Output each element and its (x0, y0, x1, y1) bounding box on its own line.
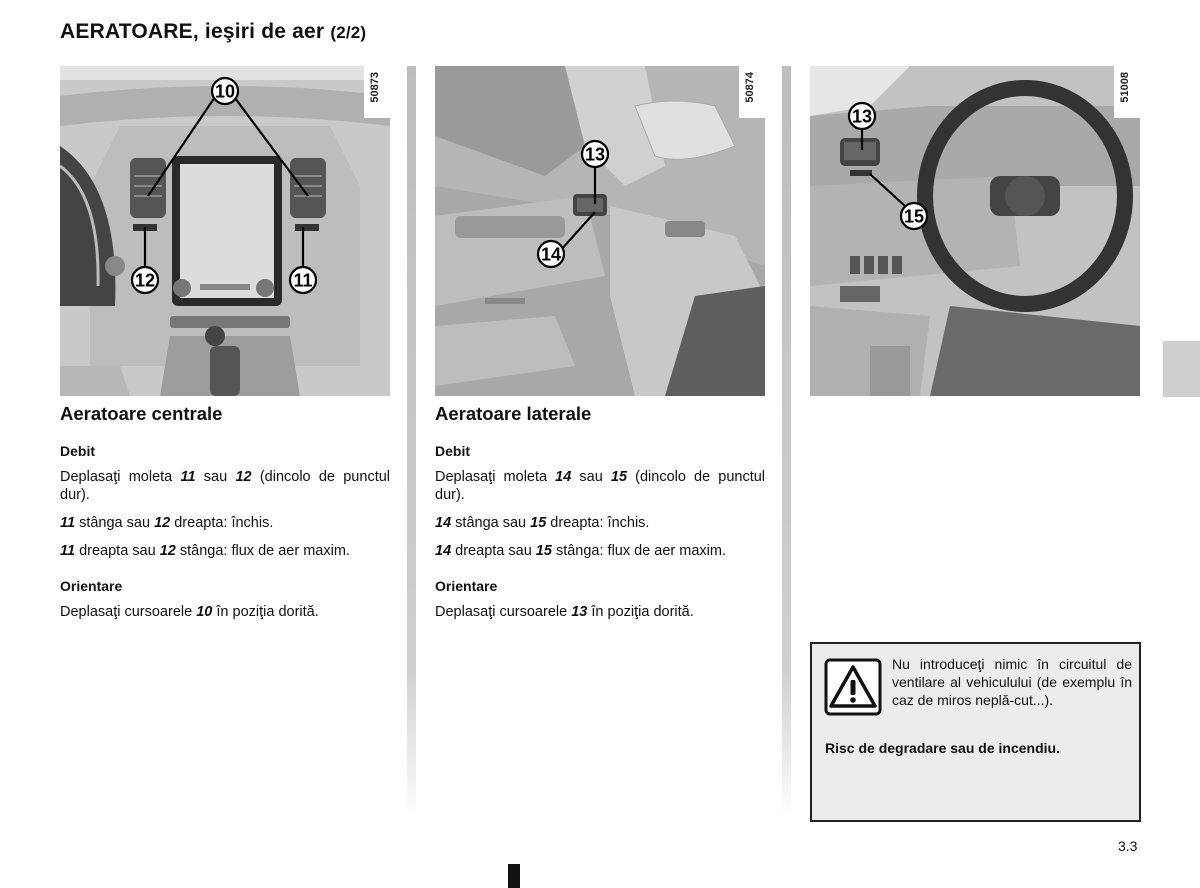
figure-driver-side-vent (810, 66, 1140, 396)
crop-mark (508, 864, 520, 888)
callout-13: 13 (584, 144, 606, 165)
part-number: 11 (60, 515, 76, 531)
debit-label: Debit (435, 443, 470, 459)
figure-lateral-vents (435, 66, 765, 396)
column-divider-2 (782, 66, 791, 821)
part-number: 14 (435, 543, 452, 559)
orientation-label: Orientare (435, 578, 498, 594)
page-title-text: AERATOARE, ieşiri de aer (60, 20, 325, 43)
text: în poziţia dorită. (587, 604, 694, 620)
figure-number: 51008 (1119, 72, 1131, 103)
warning-triangle-icon (824, 658, 882, 716)
part-number: 14 (435, 515, 452, 531)
column-divider-1 (407, 66, 416, 821)
text: dreapta: închis. (170, 515, 274, 531)
section-tab (1163, 341, 1200, 397)
text: dreapta sau (75, 543, 160, 559)
text: (dincolo de punctul dur). (435, 469, 766, 503)
figure-number: 50874 (744, 72, 756, 103)
text: dreapta sau (451, 543, 536, 559)
orientation-label: Orientare (60, 578, 123, 594)
text: Deplasaţi cursoarele (435, 604, 572, 620)
part-number: 13 (571, 604, 588, 620)
part-number: 12 (159, 543, 176, 559)
warning-emphasis: Risc de degradare sau de incendiu. (825, 740, 1060, 756)
warning-text: Nu introduceţi nimic în circuitul de ventilare al vehiculului (de exemplu în caz de miros neplă-cut...). (892, 656, 1132, 708)
paragraph (60, 514, 390, 532)
callout-14: 14 (540, 244, 562, 265)
warning-box (810, 642, 1141, 822)
callout-10: 10 (214, 81, 236, 102)
text: sau (571, 469, 611, 485)
paragraph (435, 603, 765, 621)
lateral-vents-illustration (435, 66, 765, 396)
text: Deplasaţi moleta (435, 469, 556, 485)
paragraph (60, 542, 390, 560)
paragraph (60, 603, 390, 621)
paragraph (435, 514, 765, 532)
lateral-vents-section (435, 403, 765, 631)
part-number: 15 (530, 515, 547, 531)
section-heading: Aeratoare laterale (435, 403, 592, 424)
figure-number: 50873 (369, 72, 381, 103)
page-number: 3.3 (1118, 838, 1138, 854)
part-number: 14 (555, 469, 572, 485)
text: Deplasaţi cursoarele (60, 604, 197, 620)
central-vents-section (60, 403, 390, 631)
part-number: 15 (535, 543, 552, 559)
text: stânga: flux de aer maxim. (175, 543, 350, 559)
callout-12: 12 (134, 270, 156, 291)
callout-13: 13 (851, 106, 873, 127)
text: stânga sau (451, 515, 531, 531)
page-title-part: (2/2) (330, 23, 367, 42)
part-number: 15 (610, 469, 628, 485)
callout-15: 15 (903, 206, 925, 227)
text: în poziţia dorită. (212, 604, 319, 620)
page-title (60, 20, 366, 44)
text: Deplasaţi moleta (60, 469, 181, 485)
driver-vent-illustration (810, 66, 1140, 396)
text: (dincolo de punctul dur). (60, 469, 391, 503)
part-number: 11 (180, 469, 196, 485)
figure-central-vents (60, 66, 390, 396)
part-number: 12 (154, 515, 171, 531)
paragraph (60, 468, 390, 504)
part-number: 10 (196, 604, 213, 620)
part-number: 11 (60, 543, 76, 559)
part-number: 12 (235, 469, 252, 485)
section-heading: Aeratoare centrale (60, 403, 223, 424)
paragraph (435, 468, 765, 504)
central-vents-illustration (60, 66, 390, 396)
debit-label: Debit (60, 443, 95, 459)
callout-11: 11 (293, 270, 313, 291)
paragraph (435, 542, 765, 560)
text: dreapta: închis. (546, 515, 650, 531)
text: stânga: flux de aer maxim. (551, 543, 727, 559)
text: sau (195, 469, 236, 485)
text: stânga sau (75, 515, 155, 531)
